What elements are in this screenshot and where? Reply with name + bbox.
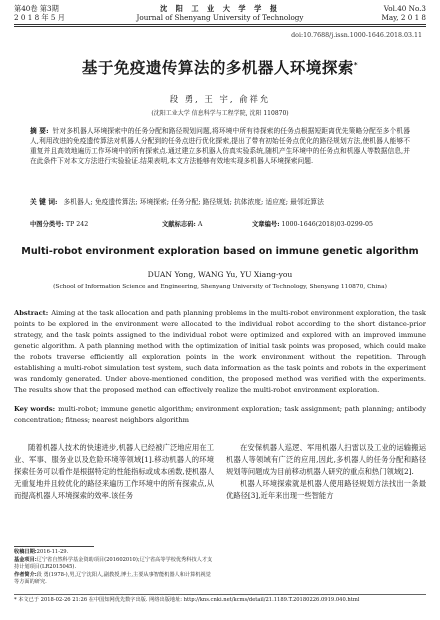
keywords-en-text: multi-robot; immune genetic algorithm; environment exploration; task assignment; path planning; antibody concentration; fitness; nearest neighbors algorithm bbox=[14, 405, 426, 424]
abstract-en-text: Aiming at the task allocation and path planning problems in the multi-robot environment exploration, the task points to be explored in the environment were allocated to the individual robot according to the short distance-prior strategy, and the task points assigned to the individual robot were optimized and explored with an improved immune genetic algorithm. A path planning method with the optimization of initial task points was proposed, which could make the robots traverse efficiently all exploration points in the work environment without the repetition. Through establishing a multi-robot simulation test system, such data information as the task points and robots in the experiment was randomly generated. Under above-mentioned condition, the proposed method was verified with the experiments. The results show that the proposed method can effectively realize the multi-robot environment exploration. bbox=[14, 309, 426, 394]
body-paragraph: 随着机器人技术的快速进步,机器人已经被广泛地应用在工业、军事、服务业以及危险环境等领域[1].移动机器人的环境探索任务可以看作是根据特定的性能指标或成本函数,使机器人无重复地并且较优化的路径来遍历工作环境中的所有探索点,从而提高机器人环境探索的效率.该任务 bbox=[14, 443, 214, 500]
footnote-block bbox=[14, 549, 214, 587]
keywords-en bbox=[14, 404, 426, 426]
header-center bbox=[14, 4, 426, 22]
doc-code-field bbox=[162, 220, 202, 229]
abstract-en-label: Abstract: bbox=[14, 309, 49, 317]
header-date-cn: 2 0 1 8 年 5 月 bbox=[14, 13, 65, 22]
header-journal-cn: 沈 阳 工 业 大 学 学 报 bbox=[159, 4, 281, 13]
doc-code-label: 文献标志码: bbox=[162, 221, 196, 228]
fund-text: 辽宁省自然科学基金资助项目(201602010);辽宁省高等学校优秀科技人才支持计划项目(LR2015045). bbox=[14, 556, 213, 571]
doc-code-value: A bbox=[197, 221, 203, 228]
header-right bbox=[382, 4, 426, 22]
article-no-label: 文章编号: bbox=[252, 221, 280, 228]
abstract-cn bbox=[30, 126, 410, 166]
title-footnote-mark: * bbox=[353, 60, 359, 69]
header-volume-cn: 第40卷 第3期 bbox=[14, 4, 59, 13]
keywords-en-label: Key words: bbox=[14, 405, 56, 413]
abstract-cn-label: 摘 要: bbox=[30, 127, 49, 135]
clc-field bbox=[30, 220, 88, 229]
article-no-field bbox=[252, 220, 373, 229]
footnote-fund bbox=[14, 557, 214, 572]
authors-cn: 段 勇, 王 宇, 俞祥允 bbox=[169, 94, 271, 104]
fund-label: 基金项目: bbox=[14, 556, 37, 563]
received-label: 收稿日期: bbox=[14, 549, 37, 555]
keywords-cn-label: 关 键 词: bbox=[30, 198, 58, 206]
title-en: Multi-robot environment exploration based on immune genetic algorithm bbox=[21, 246, 419, 257]
citation-rule bbox=[14, 594, 426, 595]
header-journal-en: Journal of Shenyang University of Technology bbox=[136, 13, 304, 22]
abstract-en bbox=[14, 308, 426, 396]
article-no-value: 1000-1646(2018)03-0299-05 bbox=[281, 221, 373, 228]
body-column-left bbox=[14, 442, 214, 502]
header-rule-thick bbox=[14, 24, 426, 25]
online-publication-note: * 本文已于 2018-02-26 21:26 在中国知网优先数字出版. 网络出版地址: http://kns.cnki.net/kcms/detail/21.1189.T.20180226.0919.040.html bbox=[14, 597, 360, 603]
received-date: 2016-11-29. bbox=[36, 549, 69, 555]
authors-en: DUAN Yong, WANG Yu, YU Xiang-you bbox=[147, 270, 293, 279]
header-rule-thin bbox=[14, 26, 426, 27]
affiliation-en: (School of Information Science and Engineering, Shenyang University of Technology, Shenyang 110870, China) bbox=[53, 284, 387, 290]
header-date-en: May, 2 0 1 8 bbox=[381, 13, 426, 22]
body-column-right bbox=[226, 442, 426, 502]
keywords-cn-text: 多机器人; 免疫遗传算法; 环境探索; 任务分配; 路径规划; 抗体浓度; 适应度; 最邻近算法 bbox=[63, 198, 324, 206]
abstract-cn-text: 针对多机器人环境探索中的任务分配和路径规划问题,将环境中所有待探索的任务点根据短距离优先策略分配至多个机器人,利用改进的免疫遗传算法对机器人分配到的任务点进行优化探索,提出了带有初始任务点优化的路径规划方法,使机器人能够不重复并且高效地遍历工作环境中的所有探索点.通过建立多机器人仿真实验系统,随机产生环境中的任务点和机器人等数据信息,并在此条件下对本文方法进行实验验证.结果表明,本文方法能够有效地实现多机器人环境探索问题. bbox=[30, 127, 411, 165]
clc-label: 中图分类号: bbox=[30, 221, 64, 228]
doi-line: doi:10.7688/j.issn.1000-1646.2018.03.11 bbox=[291, 32, 422, 39]
title-cn-text: 基于免疫遗传算法的多机器人环境探索 bbox=[81, 59, 354, 77]
keywords-cn bbox=[30, 197, 410, 207]
clc-value: TP 242 bbox=[65, 221, 89, 228]
title-cn bbox=[0, 56, 440, 78]
body-paragraph: 在安保机器人巡逻、军用机器人扫雷以及工业的运输搬运机器人等领域有广泛的应用,因此,多机器人的任务分配和路径规划等问题成为目前移动机器人研究的重点和热门领域[2]. bbox=[226, 443, 426, 476]
footnote-received bbox=[14, 549, 214, 557]
footnote-rule bbox=[14, 546, 94, 547]
bio-text: 段 勇(1978-),男,辽宁沈阳人,副教授,博士,主要从事智能机器人和计算机视觉等方面的研究. bbox=[14, 571, 211, 586]
footnote-bio bbox=[14, 572, 214, 587]
body-paragraph: 机器人环境探索就是机器人使用路径规划方法找出一条最优路径[3],近年来出现一些智能方 bbox=[226, 479, 426, 500]
bio-label: 作者简介: bbox=[14, 571, 37, 578]
affiliation-cn: (沈阳工业大学 信息科学与工程学院, 沈阳 110870) bbox=[151, 110, 289, 117]
header-volume-en: Vol.40 No.3 bbox=[383, 4, 426, 13]
